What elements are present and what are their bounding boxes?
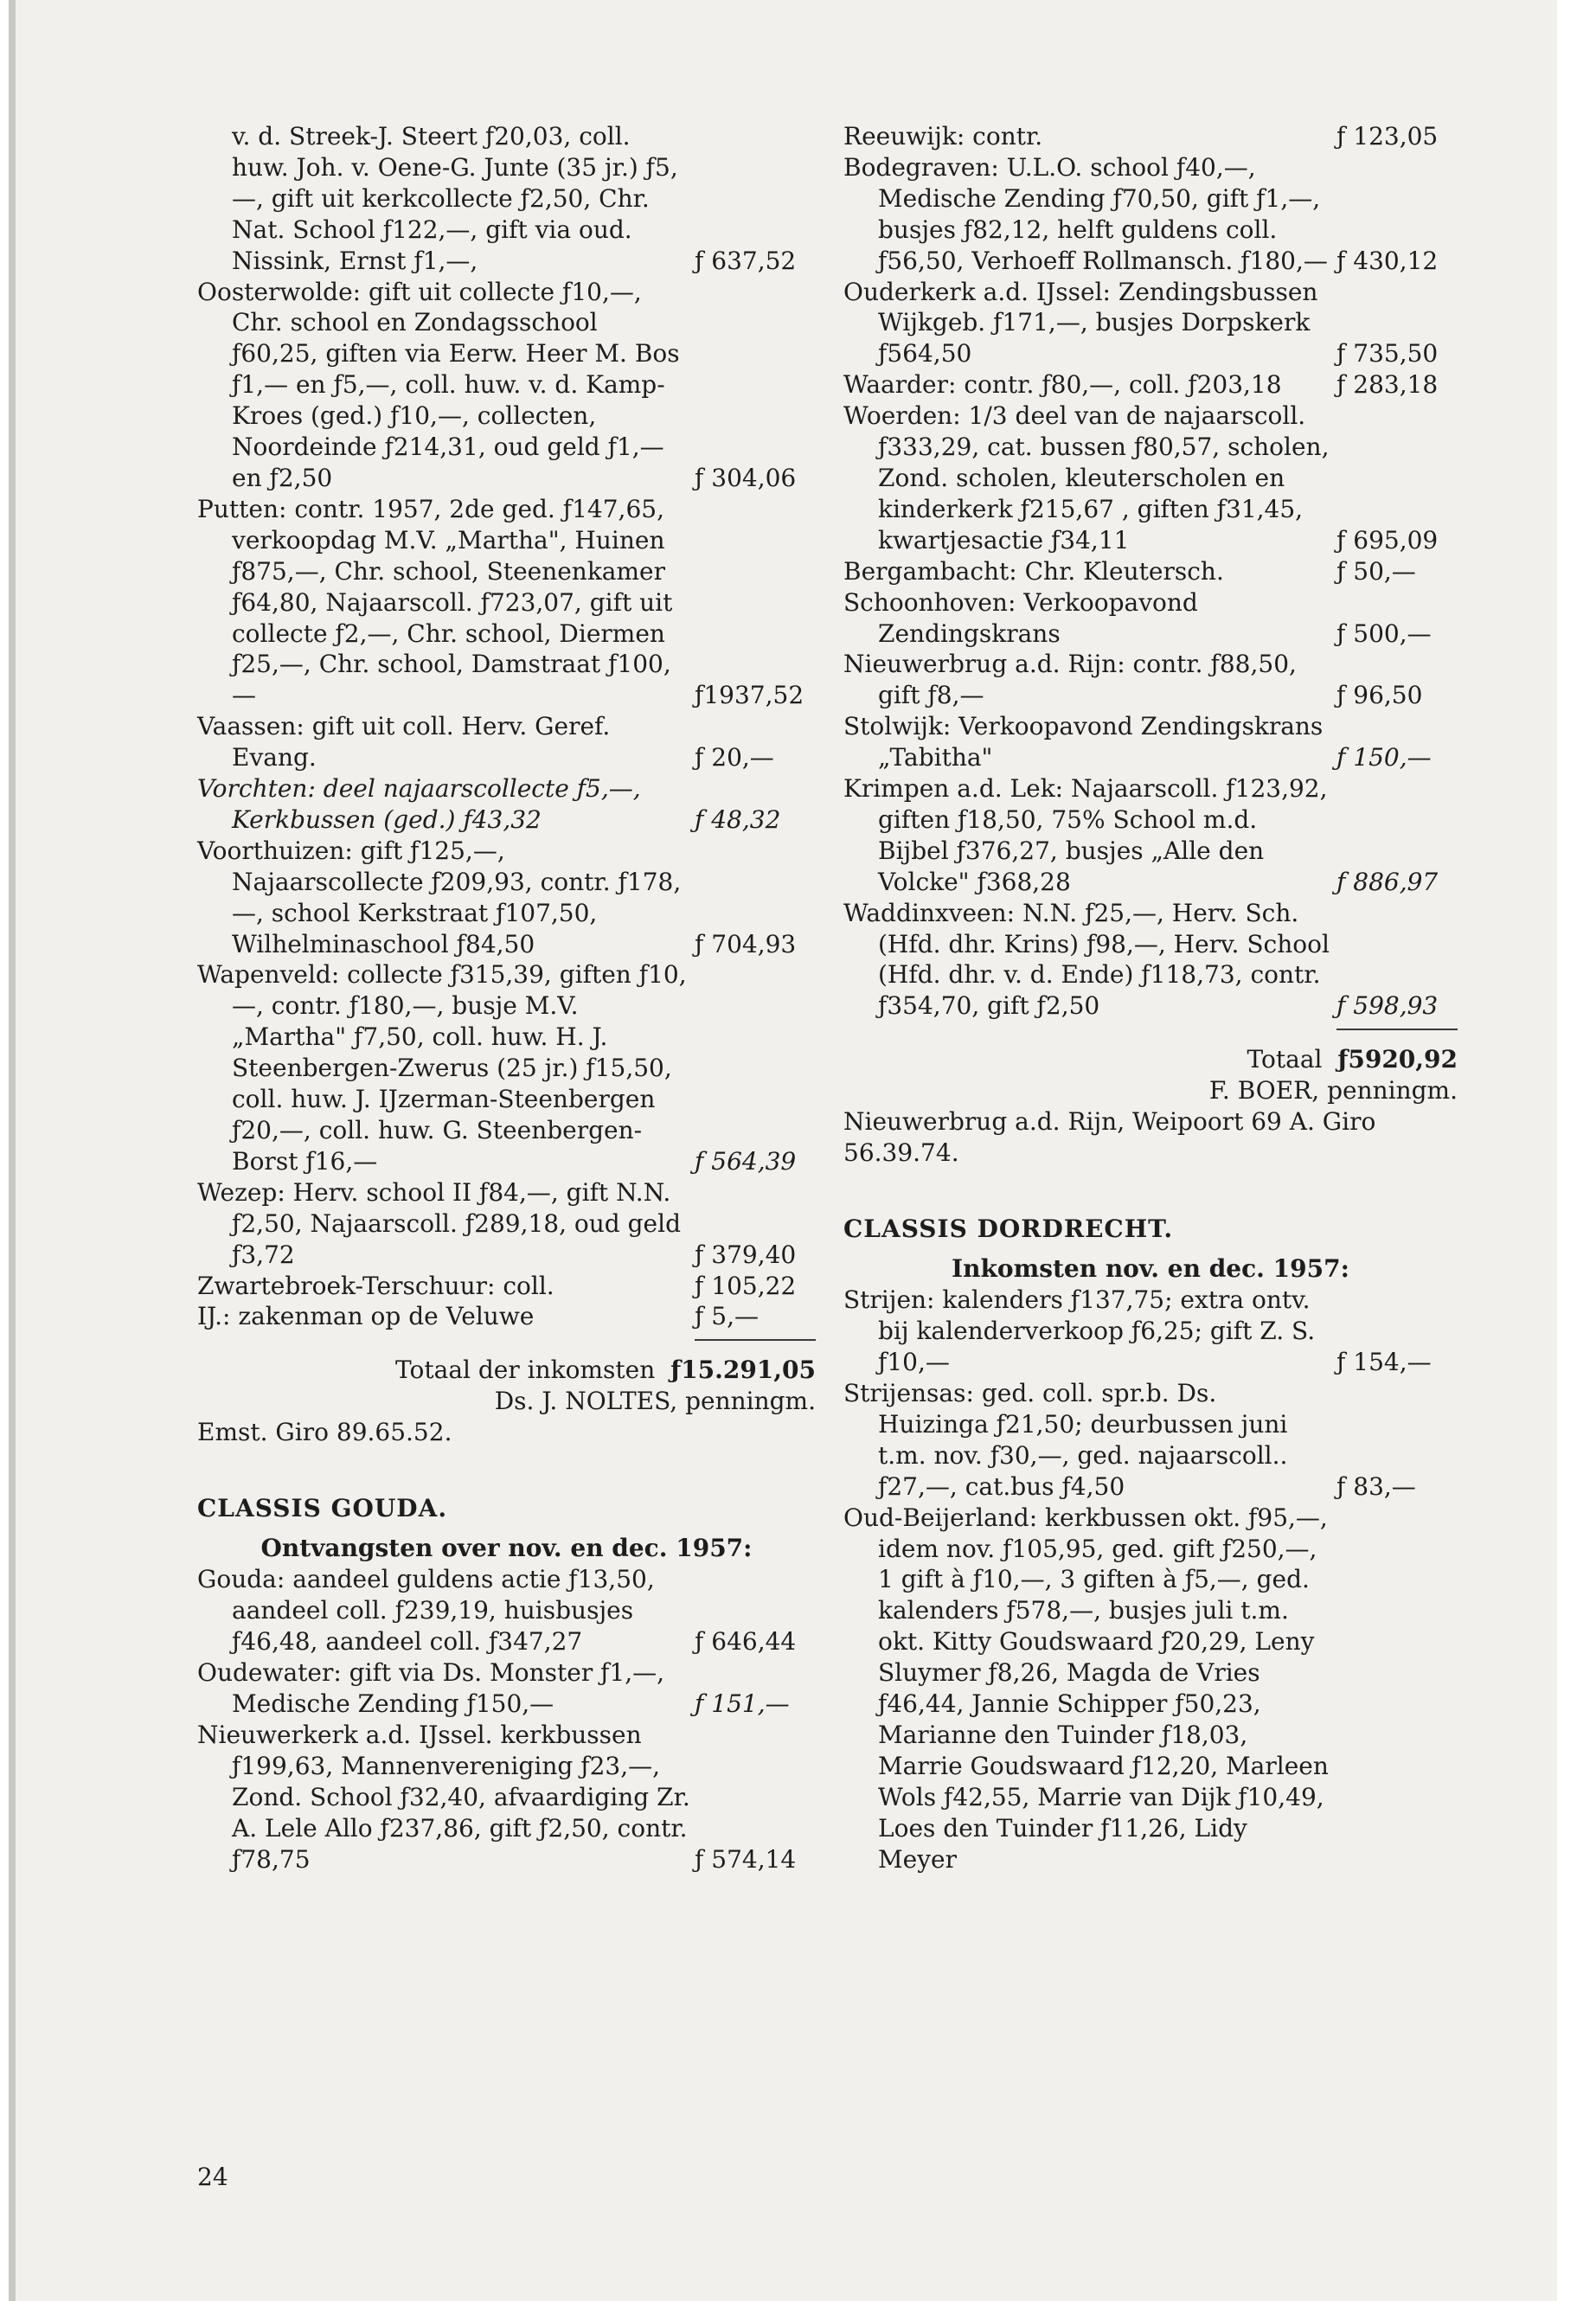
entry-text: Stolwijk: Verkoopavond Zendingskrans „Tabitha" (843, 712, 1324, 772)
list-item (197, 836, 816, 960)
entry-amount: ƒ 154,— (1336, 1348, 1432, 1377)
entry-amount: ƒ 50,— (1336, 556, 1416, 586)
document-page (9, 0, 1557, 2301)
list-item (197, 121, 816, 277)
entry-amount: ƒ 735,50 (1336, 339, 1439, 369)
entry-amount: ƒ 48,32 (695, 804, 781, 834)
entry-amount: ƒ 283,18 (1336, 370, 1439, 400)
entry-text: Wezep: Herv. school II ƒ84,—, gift N.N. ƒ2,50, Najaarscoll. ƒ289,18, oud geld ƒ3,72 (197, 1177, 681, 1269)
entry-amount: ƒ 574,14 (695, 1844, 797, 1874)
list-item (197, 1657, 816, 1720)
entry-amount: ƒ 564,39 (695, 1146, 797, 1176)
list-item (843, 587, 1458, 650)
entry-text: Vaassen: gift uit coll. Herv. Geref. Evang. (197, 712, 611, 772)
entry-text: Nieuwerkerk a.d. IJssel. kerkbussen ƒ199,63, Mannenvereniging ƒ23,—, Zond. School ƒ32,40, afvaardiging Zr. A. Lele Allo ƒ237,86, gift ƒ2,50, contr. ƒ78,75 (197, 1720, 690, 1874)
entry-text: Zwartebroek-Terschuur: coll. (197, 1271, 554, 1300)
entry-text: Vorchten: deel najaarscollecte ƒ5,—, Kerkbussen (ged.) ƒ43,32 (197, 774, 641, 834)
entry-text: Waarder: contr. ƒ80,—, coll. ƒ203,18 (843, 370, 1282, 400)
treasurer: Ds. J. NOLTES, penningm. (494, 1387, 816, 1416)
list-item (197, 1564, 816, 1657)
list-item (843, 369, 1458, 401)
entry-text: Strijensas: ged. coll. spr.b. Ds. Huizinga ƒ21,50; deurbussen juni t.m. nov. ƒ30,—, ged. najaarscoll.. ƒ27,—, cat.bus ƒ4,50 (843, 1379, 1288, 1501)
entry-amount: ƒ 96,50 (1336, 681, 1423, 710)
entry-amount: ƒ 5,— (695, 1302, 759, 1331)
entry-text: v. d. Streek-J. Steert ƒ20,03, coll. huw. Joh. v. Oene-G. Junte (35 jr.) ƒ5,—, gift uit kerkcollecte ƒ2,50, Chr. Nat. School ƒ122,—, gift via oud. Nissink, Ernst ƒ1,—, (232, 122, 678, 275)
list-item (197, 277, 816, 494)
total-rule (1336, 1029, 1458, 1030)
entry-text: Oosterwolde: gift uit collecte ƒ10,—, Chr. school en Zondagsschool ƒ60,25, giften via Eerw. Heer M. Bos ƒ1,— en ƒ5,—, coll. huw. v. d. Kamp-Kroes (ged.) ƒ10,—, collecten, Noordeinde ƒ214,31, oud geld ƒ1,— en ƒ2,50 (197, 277, 680, 492)
entry-amount: ƒ 20,— (695, 743, 774, 772)
entry-amount: ƒ 886,97 (1336, 867, 1439, 896)
entry-amount: ƒ 500,— (1336, 619, 1432, 648)
total-line (197, 1348, 816, 1386)
total-amount: ƒ15.291,05 (670, 1356, 816, 1385)
section-subheading: Inkomsten nov. en dec. 1957: (952, 1254, 1349, 1284)
treasurer: F. BOER, penningm. (1208, 1076, 1458, 1106)
total-label: Totaal der inkomsten (395, 1356, 656, 1385)
total-amount: ƒ5920,92 (1337, 1045, 1458, 1074)
entry-amount: ƒ 637,52 (695, 246, 797, 275)
entry-text: Voorthuizen: gift ƒ125,—, Najaarscollecte ƒ209,93, contr. ƒ178,—, school Kerkstraat ƒ107,50, Wilhelminaschool ƒ84,50 (197, 836, 682, 958)
entry-amount: ƒ 646,44 (695, 1627, 797, 1657)
total-line (843, 1037, 1458, 1075)
entry-amount: ƒ 150,— (1336, 743, 1432, 772)
list-item (843, 1378, 1458, 1503)
section-heading: CLASSIS DORDRECHT. (843, 1215, 1174, 1244)
entry-amount: ƒ 704,93 (695, 929, 797, 958)
entry-amount: ƒ 379,40 (695, 1240, 797, 1269)
entry-amount: ƒ 105,22 (695, 1271, 797, 1300)
entry-amount: ƒ 83,— (1336, 1471, 1416, 1501)
entry-text: Oudewater: gift via Ds. Monster ƒ1,—, Medische Zending ƒ150,— (197, 1658, 665, 1718)
list-item (197, 1720, 816, 1875)
list-item (197, 773, 816, 836)
list-item (843, 121, 1458, 152)
entry-text: Nieuwerbrug a.d. Rijn: contr. ƒ88,50, gift ƒ8,— (843, 650, 1297, 710)
address: Nieuwerbrug a.d. Rijn, Weipoort 69 A. Giro 56.39.74. (843, 1107, 1376, 1168)
entry-amount: ƒ 304,06 (695, 463, 797, 492)
list-item (843, 711, 1458, 773)
entry-text: Krimpen a.d. Lek: Najaarscoll. ƒ123,92, giften ƒ18,50, 75% School m.d. Bijbel ƒ376,27, busjes „Alle den Volcke" ƒ368,28 (843, 774, 1328, 896)
list-item (197, 1177, 816, 1271)
entry-amount: ƒ 123,05 (1336, 122, 1439, 151)
total-label: Totaal (1247, 1045, 1323, 1074)
entry-amount: ƒ 695,09 (1336, 525, 1439, 554)
entry-text: Strijen: kalenders ƒ137,75; extra ontv. bij kalenderverkoop ƒ6,25; gift Z. S. ƒ10,— (843, 1285, 1316, 1377)
entry-text: Wapenveld: collecte ƒ315,39, giften ƒ10,—, contr. ƒ180,—, busje M.V. „Martha" ƒ7,50, coll. huw. H. J. Steenbergen-Zwerus (25 jr.) ƒ15,50, coll. huw. J. IJzerman-Steenbergen ƒ20,—, coll. huw. G. Steenbergen-Borst ƒ16,— (197, 960, 687, 1176)
entry-amount: ƒ 598,93 (1336, 991, 1439, 1021)
list-item (197, 959, 816, 1176)
list-item (843, 277, 1458, 370)
entry-text: Waddinxveen: N.N. ƒ25,—, Herv. Sch. (Hfd. dhr. Krins) ƒ98,—, Herv. School (Hfd. dhr. v. d. Ende) ƒ118,73, contr. ƒ354,70, gift ƒ2,50 (843, 898, 1330, 1021)
address: Emst. Giro 89.65.52. (197, 1418, 452, 1447)
entry-text: Bodegraven: U.L.O. school ƒ40,—, Medische Zending ƒ70,50, gift ƒ1,—, busjes ƒ82,12, helft guldens coll. ƒ56,50, Verhoeff Rollmansch. ƒ180,— (843, 152, 1328, 275)
entry-text: Putten: contr. 1957, 2de ged. ƒ147,65, verkoopdag M.V. „Martha", Huinen ƒ875,—, Chr. school, Steenenkamer ƒ64,80, Najaarscoll. ƒ723,07, gift uit collecte ƒ2,—, Chr. school, Diermen ƒ25,—, Chr. school, Damstraat ƒ100,— (197, 494, 673, 710)
list-item (197, 711, 816, 773)
list-item (197, 1271, 816, 1302)
list-item (843, 773, 1458, 898)
right-column (843, 121, 1458, 1875)
section-subheading: Ontvangsten over nov. en dec. 1957: (260, 1534, 753, 1563)
entry-text: Oud-Beijerland: kerkbussen okt. ƒ95,—, idem nov. ƒ105,95, ged. gift ƒ250,—, 1 gift à ƒ10,—, 3 giften à ƒ5,—, ged. kalenders ƒ578,—, busjes juli t.m. okt. Kitty Goudswaard ƒ20,29, Leny Sluymer ƒ8,26, Magda de Vries ƒ46,44, Jannie Schipper ƒ50,23, Marianne den Tuinder ƒ18,03, Marrie Goudswaard ƒ12,20, Marleen Wols ƒ42,55, Marrie van Dijk ƒ10,49, Loes den Tuinder ƒ11,26, Lidy Meyer (843, 1503, 1329, 1874)
list-item (843, 556, 1458, 587)
entry-amount: ƒ 430,12 (1336, 246, 1439, 275)
list-item (197, 1301, 816, 1332)
entry-text: Schoonhoven: Verkoopavond Zendingskrans (843, 587, 1198, 648)
entry-text: Ouderkerk a.d. IJssel: Zendingsbussen Wijkgeb. ƒ171,—, busjes Dorpskerk ƒ564,50 (843, 277, 1318, 369)
total-rule (695, 1339, 816, 1341)
entry-amount: ƒ1937,52 (695, 681, 804, 710)
list-item (843, 898, 1458, 1022)
list-item (843, 1285, 1458, 1378)
entry-text: Woerden: 1/3 deel van de najaarscoll. ƒ333,29, cat. bussen ƒ80,57, scholen, Zond. scholen, kleuterscholen en kinderkerk ƒ215,67 , giften ƒ31,45, kwartjesactie ƒ34,11 (843, 401, 1330, 554)
entry-text: Gouda: aandeel guldens actie ƒ13,50, aandeel coll. ƒ239,19, huisbusjes ƒ46,48, aandeel coll. ƒ347,27 (197, 1565, 655, 1657)
page-number: 24 (197, 2163, 228, 2191)
entry-text: Reeuwijk: contr. (843, 122, 1043, 151)
section-heading: CLASSIS GOUDA. (197, 1494, 448, 1523)
list-item (843, 1503, 1458, 1875)
list-item (843, 401, 1458, 556)
list-item (197, 494, 816, 711)
entry-text: IJ.: zakenman op de Veluwe (197, 1302, 535, 1331)
list-item (843, 152, 1458, 277)
list-item (843, 649, 1458, 711)
entry-text: Bergambacht: Chr. Kleutersch. (843, 556, 1224, 586)
entry-amount: ƒ 151,— (695, 1689, 790, 1718)
left-column (197, 121, 816, 1875)
